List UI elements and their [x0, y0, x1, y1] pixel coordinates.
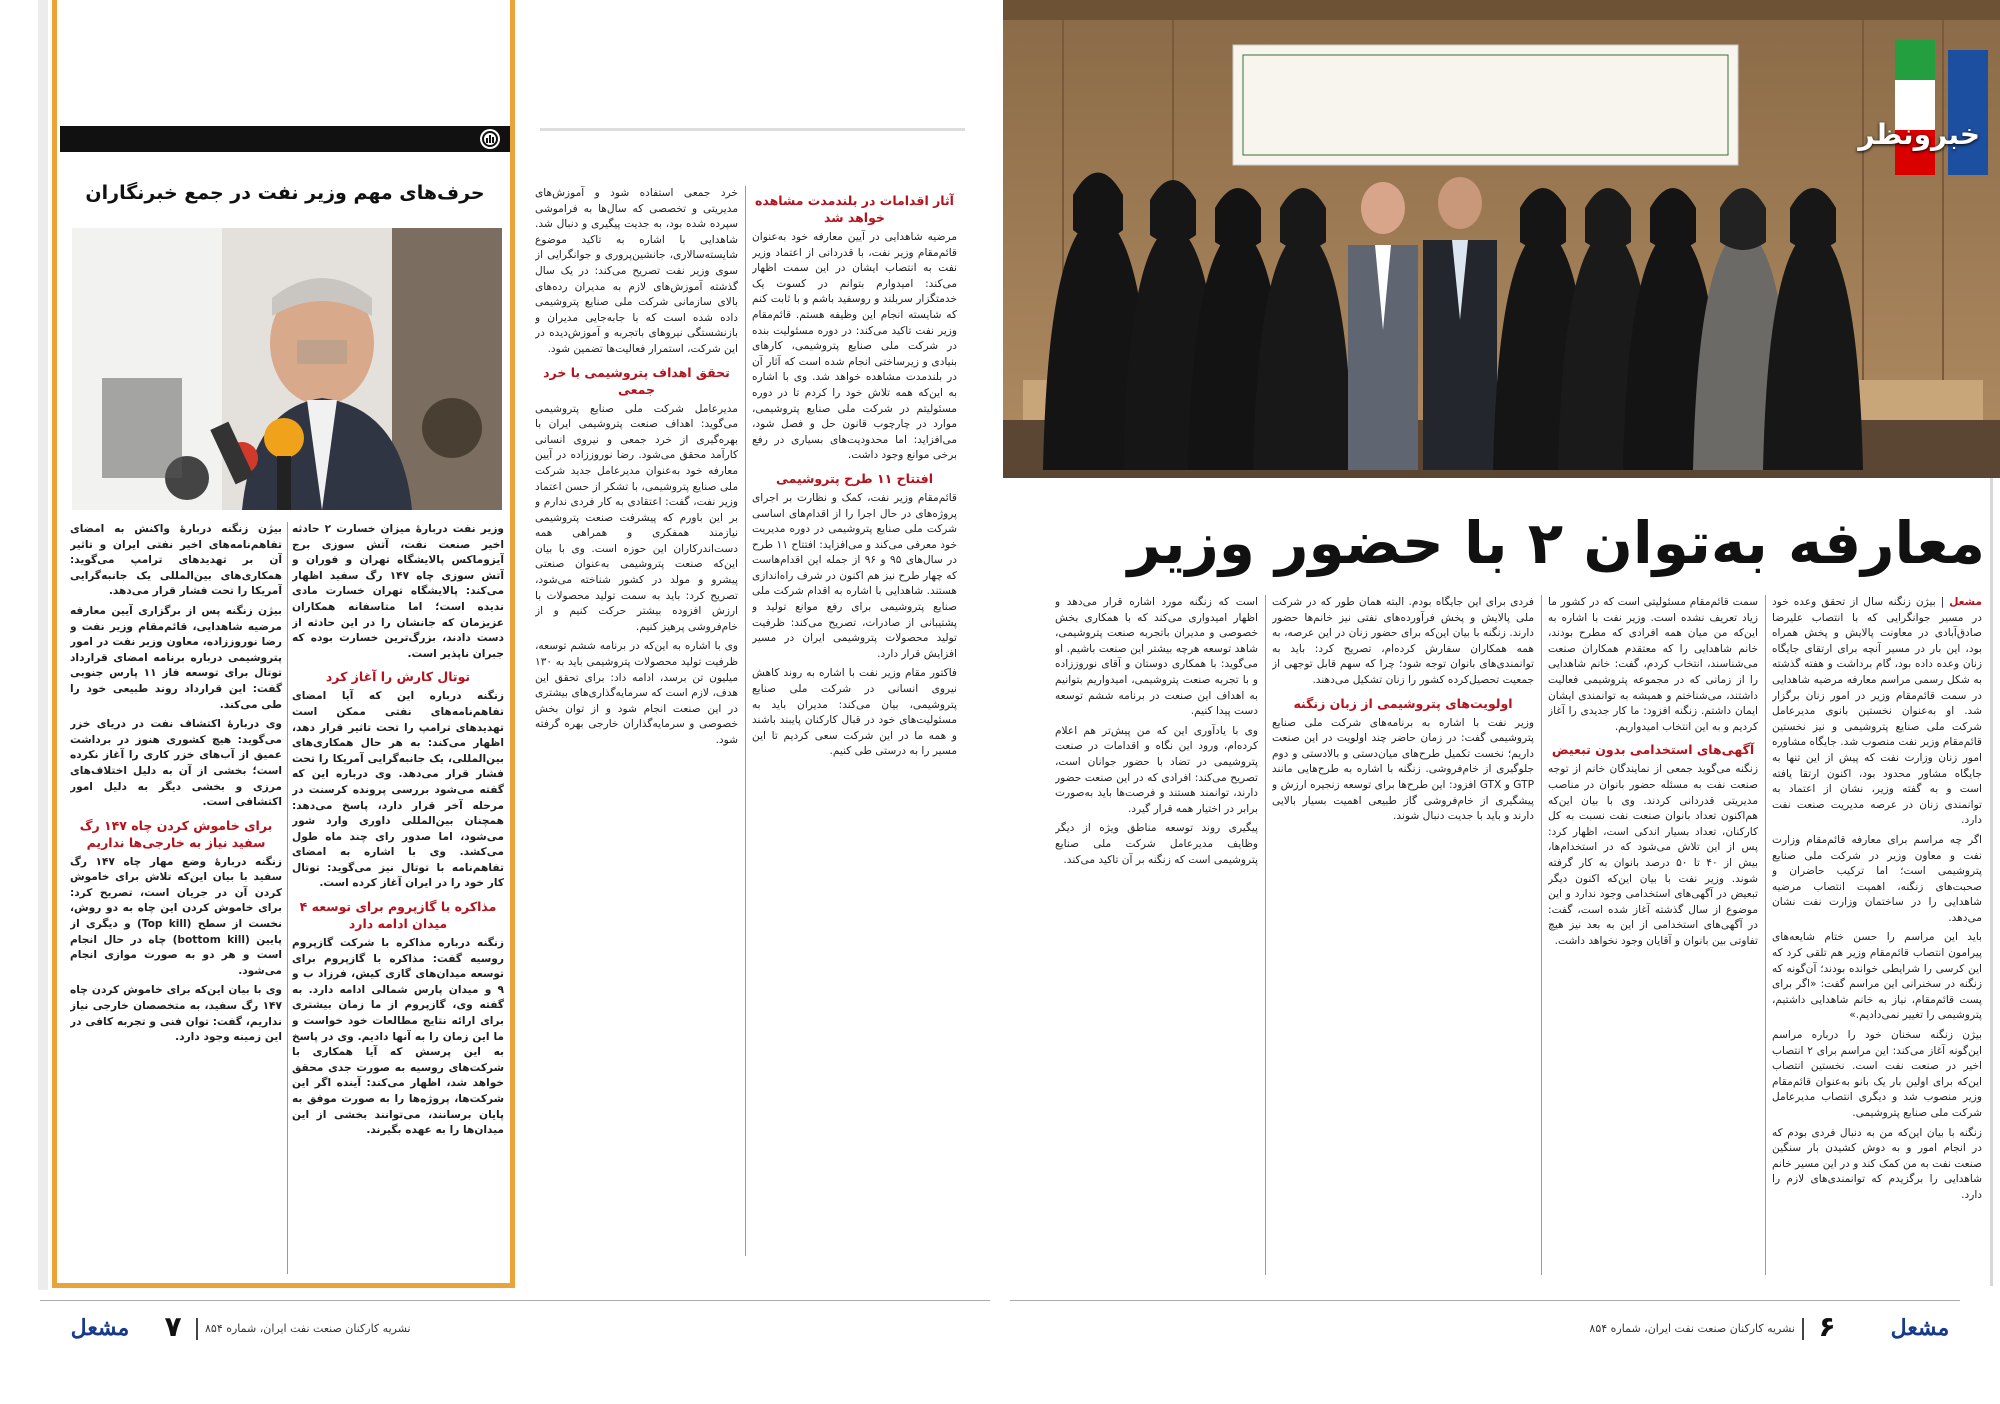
paragraph: زنگنه درباره مذاکره با شرکت گازپروم روسیه گفت: مذاکره با گازپروم برای توسعه میدان‌های گازی کیش، فرزاد ب و ۹ و میدان پارس شمالی ادامه دارد. به گفته وی، گازپروم از ما زمان بیشتری برای ارائه نتایج مطالعات خود خواست و ما این زمان را به آنها دادیم. وی در پاسخ به این پرسش که آیا همکاری با شرکت‌های روسیه به صورت جدی محقق خواهد شد، اظهار می‌کند: آینده اگر این شرکت‌ها، پروژه‌ها را به صورت موفق به پایان برسانند، می‌توانند بخشی از این میدان‌ها را به عهده بگیرند.: [292, 937, 504, 1137]
byline: مشعل: [1949, 596, 1982, 608]
paragraph: وی با بیان این‌که برای خاموش کردن چاه ۱۴۷ رگ سفید، به متخصصان خارجی نیاز نداریم، گفت: توان فنی و تجربه کافی در این زمینه وجود دارد.: [70, 984, 282, 1044]
footer-divider: [196, 1318, 198, 1340]
subheading: افتتاح ۱۱ طرح پتروشیمی: [775, 470, 934, 486]
paragraph: قائم‌مقام وزیر نفت، کمک و نظارت بر اجرای پروژه‌های در حال اجرا را از اقدام‌های اساسی شرکت ملی صنایع پتروشیمی در دوره مدیریت خود معرفی می‌کند و می‌افزاید: افتتاح ۱۱ طرح در سال‌های ۹۵ و ۹۶ از جمله این اقدام‌هاست که چهار طرح نیز هم اکنون در شرف راه‌اندازی هستند. شاهدایی با اشاره به اقدام شرکت ملی صنایع پتروشیمی برای رفع موانع تولید و پشتیبانی از صادرات، تصریح می‌کند: ظرفیت تولید محصولات پتروشیمی ایران در مسیر افزایش قرار دارد.: [752, 491, 957, 660]
lead-text: بیژن زنگنه سال از تحقق وعده خود در مسیر جوانگرایی که با انتصاب علیرضا صادق‌آبادی در معاونت پالایش و پخش همراه بود، این بار در مسیر آنچه برای ارتقای جایگاه زنان وعده داده بود، گام برداشت و هفته گذشته به شکل رسمی مراسم معارفه مرضیه شاهدایی در سمت قائم‌مقام وزیر در امور زنان برگزار شد. او به‌عنوان نخستین بانوی مدیرعامل شرکت ملی صنایع پتروشیمی و نیز نخستین قائم‌مقام وزیر نفت منصوب شد. جایگاه مشاوره امور زنان وزارت نفت که پیش از این تنها به جایگاه مشاور محدود بود، اکنون ارتقا یافته است و به گفته وزیر، نشان از اعتماد به توانمندی زنان در عرصه مدیریت صنعت نفت دارد.: [1772, 596, 1982, 827]
article-column-1: [1772, 595, 1982, 1285]
article-column-left: [535, 186, 738, 1286]
footer-text: نشریه کارکنان صنعت نفت ایران، شماره ۸۵۴: [205, 1322, 411, 1335]
footer-divider: [1802, 1318, 1804, 1340]
article-column-right: [752, 186, 957, 1286]
footer-text: نشریه کارکنان صنعت نفت ایران، شماره ۸۵۴: [1589, 1322, 1795, 1335]
page-number: ۷: [164, 1310, 182, 1343]
subheading: مذاکره با گازپروم برای توسعه ۴ میدان ادامه دارد: [299, 899, 497, 932]
subheading: آثار اقدامات در بلندمدت مشاهده خواهد شد: [755, 193, 954, 225]
footer-logo: مشعل: [1890, 1315, 1950, 1341]
paragraph: وی با اشاره به این‌که در برنامه ششم توسعه، ظرفیت تولید محصولات پتروشیمی باید به ۱۳۰ میلیون تن برسد، ادامه داد: برای تحقق این هدف، لازم است که سرمایه‌گذاری‌های بیشتری در این صنعت انجام شود و از توان بخش خصوصی و سرمایه‌گذاران خارجی بهره گرفته شود.: [535, 640, 738, 746]
footer-logo: مشعل: [70, 1315, 130, 1341]
paragraph: اگر چه مراسم برای معارفه قائم‌مقام وزارت نفت و معاون وزیر در شرکت ملی صنایع پتروشیمی است؛ اما ترکیب حاضران و صحبت‌های زنگنه، اهمیت انتصاب مرضیه شاهدایی را در ساختمان وزارت نفت نشان می‌دهد.: [1772, 833, 1982, 924]
paragraph: زنگنه درباره این که آیا امضای تفاهم‌نامه‌های نفتی ممکن است تهدیدهای ترامپ را تحت تاثیر قرار دهد، اظهار می‌کند: به هر حال همکاری‌های بین‌المللی، یک جانبه‌گرایی آمریکا را تحت فشار قرار می‌دهد. وی درباره این که گفته می‌شود بررسی پرونده کرسنت در مرحله آخر قرار دارد، پاسخ می‌دهد: همچنان بین‌المللی داوری وارد شور می‌شود، اما صدور رای چند ماه طول می‌کشد. وی با اشاره به امضای تفاهم‌نامه با توتال نیز می‌گوید: توتال کار خود را در ایران آغاز کرده است.: [292, 690, 504, 890]
paragraph: بیژن زنگنه دربارهٔ واکنش به امضای تفاهم‌نامه‌های اخیر نفتی ایران و تاثیر آن بر تهدیدهای ترامپ می‌گوید: همکاری‌های بین‌المللی یک جانبه‌گرایی آمریکا را تحت فشار قرار می‌دهد.: [70, 523, 282, 598]
section-kicker: خبرونظر: [1858, 118, 1980, 151]
top-rule: [540, 128, 965, 131]
column-divider: [1541, 595, 1542, 1275]
footer-rule: [40, 1300, 990, 1301]
paragraph: وزیر نفت با اشاره به برنامه‌های شرکت ملی صنایع پتروشیمی گفت: در زمان حاضر چند اولویت در این صنعت داریم؛ نخست تکمیل طرح‌های میان‌دستی و بالادستی و دوم جلوگیری از خام‌فروشی. زنگنه با اشاره به طرح‌هایی مانند GTP و GTX افزود: این طرح‌ها برای توسعه زنجیره ارزش و پیشگیری از خام‌فروشی گاز طبیعی اهمیت بسیار بالایی دارند و باید با جدیت دنبال شوند.: [1272, 716, 1534, 823]
column-divider: [745, 186, 746, 1256]
paragraph: زنگنه دربارهٔ وضع مهار چاه ۱۴۷ رگ سفید با بیان این‌که تلاش برای خاموش کردن آن در جریان است، تصریح کرد: برای خاموش کردن این چاه به دو روش، نخست از سطح (Top kill) و دیگری از پایین (bottom kill) چاه در حال انجام است و هر دو به صورت موازی انجام می‌شود.: [70, 855, 282, 977]
news-box-column-left: [70, 522, 282, 1282]
paragraph: وی با یادآوری این که من پیش‌تر هم اعلام کرده‌ام، ورود این نگاه و اقدامات در صنعت پتروشیمی در تضاد با حضور جوانان است، تصریح می‌کند: افرادی که در این صنعت حضور دارند، توانمند هستند و فرصت‌ها باید به‌صورت برابر در اختیار همه قرار گیرد.: [1055, 724, 1258, 815]
paragraph: وزیر نفت دربارهٔ میزان خسارت ۲ حادثه اخیر صنعت نفت، آتش سوزی برج آیزوماکس پالایشگاه تهران و فوران و آتش سوزی چاه ۱۴۷ رگ سفید اظهار می‌کند: پالایشگاه تهران خسارت مادی ندیده است؛ اما متاسفانه همکاران عزیزمان که جانشان را در این حادثه از دست دادند، بزرگ‌ترین خسارت بوده که جبران ناپذیر است.: [292, 523, 504, 660]
column-divider: [287, 522, 288, 1274]
paragraph: است که زنگنه مورد اشاره قرار می‌دهد و اظهار امیدواری می‌کند که با همکاری بخش خصوصی و مدیران باتجربه صنعت پتروشیمی، شاهد توسعه هرچه بیشتر این صنعت باشیم. او می‌گوید: با همکاری دوستان و آقای نوروززاده و با تجربه صنعت پتروشیمی، امیدواریم بتوانیم به اهداف این صنعت در برنامه ششم توسعه دست پیدا کنیم.: [1055, 596, 1258, 718]
article-column-4: [1055, 595, 1258, 1285]
footer-rule: [1010, 1300, 1960, 1301]
article-column-3: [1272, 595, 1534, 1285]
column-divider: [1765, 595, 1766, 1275]
paragraph: وی دربارهٔ اکتشاف نفت در دریای خزر می‌گوید: هیچ کشوری هنوز در برداشت عمیق از آب‌های خزر کاری را آغاز نکرده است؛ بخشی از آن به دلیل اختلاف‌های مرزی و بخشی دیگر به دلیل امور اکتشافی است.: [70, 718, 282, 809]
news-box-title: حرف‌های مهم وزیر نفت در جمع خبرنگاران: [85, 182, 485, 204]
right-page: [1000, 0, 2000, 1404]
paragraph: مشعل | بیژن زنگنه سال از تحقق وعده خود در مسیر جوانگرایی که با انتصاب علیرضا صادق‌آبادی در معاونت پالایش و پخش همراه بود، این بار در مسیر آنچه برای ارتقای جایگاه زنان وعده داده بود، گام برداشت و هفته گذشته به شکل رسمی مراسم معارفه مرضیه شاهدایی در سمت قائم‌مقام وزیر در امور زنان برگزار شد. او به‌عنوان نخستین بانوی مدیرعامل شرکت ملی صنایع پتروشیمی و نیز نخستین قائم‌مقام وزیر نفت منصوب شد. جایگاه مشاوره امور زنان وزارت نفت که پیش از این تنها به جایگاه مشاور محدود بود، اکنون ارتقا یافته است و به گفته وزیر، نشان از اعتماد به توانمندی زنان در عرصه مدیریت صنعت نفت دارد.: [1772, 596, 1982, 827]
paragraph: زنگنه با بیان این‌که من به دنبال فردی بودم که در انجام امور و به دوش کشیدن بار سنگین صنعت نفت به من کمک کند و در این مسیر خانم شاهدایی را برگزیدم که توانمندی‌های لازم را دارد.: [1772, 1126, 1982, 1201]
article-column-2: [1548, 595, 1758, 1285]
subheading: اولویت‌های پتروشیمی از زبان زنگنه: [1293, 695, 1513, 711]
chart-icon: [480, 129, 500, 149]
paragraph: بیژن زنگنه پس از برگزاری آیین معارفه مرضیه شاهدایی، قائم‌مقام وزیر نفت و رضا نوروززاده، معاون وزیر نفت در امور پتروشیمی درباره برنامه امضای قرارداد توتال برای توسعه فاز ۱۱ پارس جنوبی گفت: این قرارداد روند طبیعی خود را طی می‌کند.: [70, 604, 282, 711]
paragraph: زنگنه می‌گوید جمعی از نمایندگان خانم از توجه صنعت نفت به مسئله حضور بانوان در مناصب مدیریتی قدردانی کردند. وی با بیان این‌که هم‌اکنون تعداد بانوان صنعت نفت نسبت به کل کارکنان، تعداد بسیار اندکی است، اظهار کرد: پس از این تلاش می‌شود که در استخدام‌ها، بیش از ۴۰ تا ۵۰ درصد بانوان به کار گرفته شوند. وزیر نفت با بیان این‌که اکنون دیگر تبعیض در آگهی‌های استخدامی وجود ندارد و این موضوع از سال گذشته آغاز شده است، گفت: در آگهی‌های استخدامی از این به بعد نیز هیچ تفاوتی بین بانوان و آقایان وجود نخواهد داشت.: [1548, 763, 1758, 947]
minister-press-photo: [72, 228, 502, 510]
paragraph: خرد جمعی استفاده شود و آموزش‌های مدیریتی و تخصصی که سال‌ها به فراموشی سپرده شده بود، به جدیت پیگیری و دنبال شد. شاهدایی با اشاره به تاکید موضوع شایسته‌سالاری، جانشین‌پروری و جوانگرایی از سوی وزیر نفت تصریح می‌کند: در یک سال گذشته آموزش‌های لازم به مدیران رده‌های بالای سازمانی شرکت ملی صنایع پتروشیمی داده شده است که با جابه‌جایی مدیران و بازنشستگی نیروهای باتجربه و آموزش‌دیده در این شرکت، استمرار فعالیت‌ها تضمین شود.: [535, 187, 738, 355]
paragraph: باید این مراسم را حسن ختام شایعه‌های پیرامون انتصاب قائم‌مقام وزیر هم تلقی کرد که این کرسی را شرایطی خوانده بودند؛ آن‌گونه که زنگنه در سخنرانی این مراسم گفت: «اگر برای پست قائم‌مقام، نیاز به خانم شاهدایی داشتیم، پتروشیمی را تغییر نمی‌دادیم.»: [1772, 931, 1982, 1022]
news-box-header-bar: [60, 126, 510, 152]
column-divider: [1265, 595, 1266, 1275]
paragraph: فاکتور مقام وزیر نفت با اشاره به روند کاهش نیروی انسانی در شرکت ملی صنایع پتروشیمی، بیان می‌کند: مدیران باید به مسئولیت‌های خود در قبال کارکنان پایبند باشند و همه ما در این شرکت سعی کردیم تا این مسیر را به درستی طی کنیم.: [752, 667, 957, 758]
paragraph: پیگیری روند توسعه مناطق ویژه از دیگر وظایف مدیرعامل شرکت ملی صنایع پتروشیمی است که زنگنه بر آن تاکید می‌کند.: [1055, 822, 1258, 866]
subheading: تحقق اهداف پتروشیمی با خرد جمعی: [543, 364, 730, 397]
left-margin-strip: [38, 0, 48, 1290]
headline: معارفه به‌توان ۲ با حضور وزیر: [1127, 509, 1985, 577]
subheading: توتال کارش را آغاز کرد: [325, 669, 471, 685]
news-box-column-right: [292, 522, 504, 1282]
paragraph: فردی برای این جایگاه بودم. البته همان طور که در شرکت ملی پالایش و پخش فرآورده‌های نفتی نیز خانم‌ها حضور دارند. زنگنه با بیان این‌که برای حضور زنان در این عرصه، به همه همکاران سفارش کرده‌ام، تصریح کرد: باید به توانمندی‌های بانوان توجه شود؛ چرا که سهم قابل توجهی از جمعیت تحصیل‌کرده کشور را زنان تشکیل می‌دهند.: [1272, 596, 1534, 686]
paragraph: سمت قائم‌مقام مسئولیتی است که در کشور ما زیاد تعریف نشده است. وزیر نفت با اشاره به این‌که من میان همه افرادی که مطرح بودند، خانم شاهدایی را که معتقدم همکاران صنعت می‌شناسند، انتخاب کردم، گفت: خانم شاهدایی را از زمانی که در مجموعه پتروشیمی فعالیت داشتند، می‌شناختم و همیشه به توانمندی ایشان ایمان داشتم. زنگنه افزود: ما کار جدیدی را آغاز کردیم و به این انتخاب امیدواریم.: [1548, 596, 1758, 733]
group-photo: [1003, 0, 2000, 478]
subheading: برای خاموش کردن چاه ۱۴۷ رگ سفید نیاز به خارجی‌ها نداریم: [79, 817, 273, 850]
subheading: آگهی‌های استخدامی بدون تبعیض: [1551, 742, 1755, 758]
paragraph: مدیرعامل شرکت ملی صنایع پتروشیمی می‌گوید: اهداف صنعت پتروشیمی ایران با بهره‌گیری از خرد جمعی و نیروی انسانی کارآمد محقق می‌شود. رضا نوروززاده در آیین معارفه خود به‌عنوان مدیرعامل جدید شرکت ملی صنایع پتروشیمی، با تشکر از حسن اعتماد وزیر نفت، گفت: اعتقادی به کار فردی ندارم و بر این باورم که پیشرفت صنعت پتروشیمی نیازمند همفکری و همراهی همه دست‌اندرکاران این حوزه است. وی با بیان این‌که صنعت پتروشیمی به‌عنوان صنعتی پیشرو و مولد در کشور شناخته می‌شود، تصریح کرد: باید به سمت تولید محصولات با ارزش افزوده بیشتر حرکت کنیم و از خام‌فروشی پرهیز کنیم.: [535, 402, 738, 633]
paragraph: بیژن زنگنه سخنان خود را درباره مراسم این‌گونه آغاز می‌کند: این مراسم برای ۲ انتصاب اخیر در صنعت نفت است. نخستین انتصاب این‌که برای اولین بار یک بانو به‌عنوان قائم‌مقام وزیر منصوب شد و دیگری انتصاب مدیرعامل شرکت ملی صنایع پتروشیمی.: [1772, 1029, 1982, 1119]
paragraph: مرضیه شاهدایی در آیین معارفه خود به‌عنوان قائم‌مقام وزیر نفت، با قدردانی از اعتماد وزیر نفت به انتصاب ایشان در این سمت اظهار می‌کند: امیدوارم بتوانم در کسوت یک خدمتگزار سربلند و روسفید باشم و با ثابت کنم که شایسته انجام این وظیفه هستم. قائم‌مقام وزیر نفت تاکید می‌کند: در دوره مسئولیت بنده در شرکت ملی صنایع پتروشیمی، کارهای بنیادی و زیرساختی انجام شده است که آثار آن در بلندمدت مشاهده خواهد شد. وی با اشاره به این‌که همه تلاش خود را کردم تا در دوره مسئولیتم در شرکت ملی صنایع پتروشیمی، موارد در چارچوب قانون حل و فصل شود، می‌افزاید: اما محدودیت‌های بسیاری در رفع برخی موانع وجود داشت.: [752, 231, 957, 462]
page-number: ۶: [1818, 1310, 1836, 1343]
right-frame: [1990, 478, 1993, 1286]
